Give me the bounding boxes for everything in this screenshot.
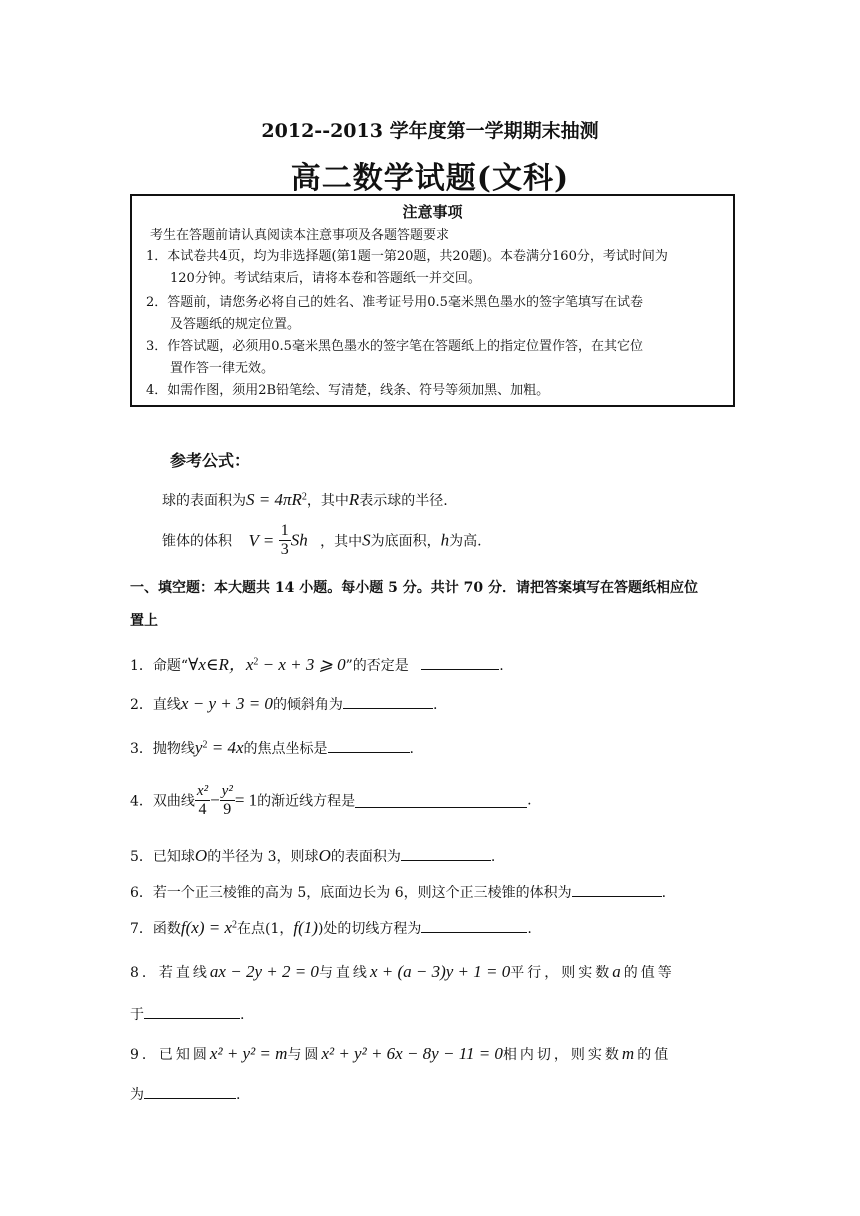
q9-pre: 9．已知圆	[130, 1047, 210, 1063]
q3-pre: 3．抛物线	[130, 741, 195, 757]
q9-math2: x² + y² + 6x − 8y − 11 = 0	[321, 1044, 503, 1063]
q3-math: y	[194, 738, 203, 757]
q8-period: .	[240, 1007, 245, 1023]
q1-answer-blank[interactable]	[421, 655, 499, 670]
notice-item-3	[146, 336, 643, 380]
q1-math: ∀x∈R，x	[188, 655, 254, 674]
q3-post: 的焦点坐标是	[243, 741, 328, 757]
q7-answer-blank[interactable]	[421, 918, 527, 933]
q3-answer-blank[interactable]	[328, 738, 410, 753]
q4-num2: y²	[221, 783, 233, 799]
q4-period: .	[527, 792, 532, 809]
question-4	[130, 782, 532, 819]
q5-period: .	[490, 849, 496, 865]
f2-den: 3	[280, 541, 289, 558]
q9-post: 的值	[637, 1047, 672, 1063]
notice-item-2-line1: 2．答题前，请您务必将自己的姓名、准考证号用0.5毫米黑色墨水的签字笔填写在试卷	[146, 295, 643, 310]
notice-item-1-line1: 1．本试卷共4页，均为非选择题(第1题一第20题，共20题)。本卷满分160分，考试时间为	[146, 249, 668, 264]
q5-post: 的表面积为	[330, 849, 401, 865]
q9-mid2: 相内切，则实数	[502, 1047, 622, 1063]
q7-pre: 7．函数	[130, 921, 181, 937]
q8-post: 的值等	[623, 965, 675, 981]
q1-pre: 1．命题“	[130, 658, 189, 674]
q4-num1: x²	[196, 783, 209, 799]
q7-math2: f(1)	[293, 918, 318, 937]
f1-sup: 2	[301, 491, 307, 503]
notice-item-3-line2: 置作答一律无效。	[170, 361, 275, 376]
f2-lhs: V =	[248, 530, 275, 550]
notice-heading: 注意事项	[402, 203, 463, 221]
q8-mid2: 平行，则实数	[510, 965, 613, 981]
q8-line2: 于	[130, 1007, 144, 1023]
question-9	[130, 1044, 671, 1064]
notice-box	[130, 194, 735, 407]
f1-mid: ，其中	[306, 493, 349, 509]
q9-period: .	[236, 1087, 241, 1103]
q9-line2: 为	[130, 1087, 144, 1103]
q1-math2: − x + 3 ⩾ 0	[258, 655, 346, 674]
q1-period: .	[499, 658, 504, 674]
q8-math1: ax − 2y + 2 = 0	[209, 962, 319, 981]
f1-post: 表示球的半径.	[359, 493, 448, 509]
q5-var2: O	[318, 846, 331, 865]
question-2	[130, 694, 437, 714]
q2-pre: 2．直线	[130, 697, 181, 713]
q8-answer-blank[interactable]	[144, 1004, 240, 1019]
f2-var1: S	[362, 530, 371, 550]
q7-mid: 在点(1，	[237, 921, 294, 937]
q1-sup: 2	[253, 656, 259, 668]
q6-period: .	[661, 885, 667, 901]
f2-mid2: 为底面积，	[370, 533, 441, 550]
question-3	[130, 738, 414, 758]
q1-post: ”的否定是	[345, 658, 409, 674]
q4-answer-blank[interactable]	[355, 793, 527, 808]
q3-math2: = 4x	[207, 738, 244, 757]
exam-year-title: 2012--2013 学年度第一学期期末抽测	[261, 120, 599, 142]
q9-mid: 与圆	[287, 1047, 322, 1063]
q4-den1: 4	[198, 801, 207, 818]
q9-var: m	[621, 1044, 638, 1063]
q8-var: a	[612, 962, 624, 981]
q8-mid: 与直线	[318, 965, 370, 981]
q5-answer-blank[interactable]	[401, 846, 491, 861]
f2-post: 为高.	[449, 533, 482, 550]
f1-var: R	[348, 490, 360, 509]
notice-item-3-line1: 3．作答试题，必须用0.5毫米黑色墨水的签字笔在答题纸上的指定位置作答，在其它位	[146, 339, 643, 354]
q8-pre: 8．若直线	[130, 965, 210, 981]
f2-var2: h	[440, 530, 450, 550]
q2-post: 的倾斜角为	[272, 697, 343, 713]
q4-fraction-1	[195, 782, 210, 819]
q9-math1: x² + y² = m	[209, 1044, 288, 1063]
q8-math2: x + (a − 3)y + 1 = 0	[369, 962, 511, 981]
notice-item-2-line2: 及答题纸的规定位置。	[170, 317, 301, 332]
q7-sup: 2	[232, 919, 238, 931]
q6-text: 6．若一个正三棱锥的高为 5，底面边长为 6，则这个正三棱锥的体积为	[130, 885, 572, 901]
question-6	[130, 882, 666, 902]
q3-sup: 2	[202, 739, 208, 751]
notice-item-1	[146, 246, 668, 290]
question-1	[130, 650, 504, 675]
question-8-line2	[130, 1004, 244, 1024]
q2-answer-blank[interactable]	[343, 694, 433, 709]
notice-item-4	[146, 380, 549, 402]
f2-pre: 锥体的体积	[162, 533, 232, 550]
f2-num: 1	[280, 522, 289, 539]
question-9-line2	[130, 1084, 240, 1104]
q3-period: .	[409, 741, 414, 757]
f2-mid: ，其中	[320, 533, 363, 550]
q5-var: O	[194, 846, 208, 865]
q4-den2: 9	[223, 801, 232, 818]
notice-item-4-line1: 4．如需作图，须用2B铅笔绘、写清楚，线条、符号等须加黑、加粗。	[146, 383, 550, 398]
q7-period: .	[527, 921, 532, 937]
exam-subject-title: 高二数学试题(文科)	[290, 161, 570, 196]
notice-intro: 考生在答题前请认真阅读本注意事项及各题答题要求	[150, 228, 450, 243]
formula-sphere-area	[162, 490, 448, 510]
q2-math: x − y + 3 = 0	[180, 694, 273, 713]
q4-minus: −	[210, 790, 220, 810]
q4-fraction-2	[220, 782, 235, 819]
q5-mid: 的半径为 3，则球	[207, 849, 319, 865]
f1-formula: S = 4πR	[246, 490, 302, 509]
q4-eq: = 1	[234, 790, 258, 810]
section-1-heading-line1: 一、填空题：本大题共 14 小题。每小题 5 分。共计 70 分．请把答案填写在答题纸相应位	[130, 580, 698, 596]
f1-pre: 球的表面积为	[162, 493, 246, 509]
q4-post: 的渐近线方程是	[257, 793, 356, 810]
q9-answer-blank[interactable]	[144, 1084, 236, 1099]
question-5	[130, 846, 495, 866]
notice-item-2	[146, 292, 643, 336]
q2-period: .	[432, 697, 438, 713]
q4-pre: 4．双曲线	[130, 793, 195, 810]
section-1-heading-line2: 置上	[130, 613, 158, 629]
q6-answer-blank[interactable]	[572, 882, 662, 897]
f2-fraction	[279, 522, 291, 559]
notice-item-1-line2: 120分钟。考试结束后，请将本卷和答题纸一并交回。	[170, 271, 481, 286]
f2-rhs: Sh	[290, 530, 308, 550]
q7-post: )处的切线方程为	[317, 921, 422, 937]
q7-math: f(x) = x	[180, 918, 233, 937]
formula-cone-volume	[162, 522, 482, 559]
q5-pre: 5．已知球	[130, 849, 195, 865]
question-7	[130, 918, 532, 938]
reference-formulas-title: 参考公式：	[170, 451, 251, 470]
question-8	[130, 962, 675, 982]
